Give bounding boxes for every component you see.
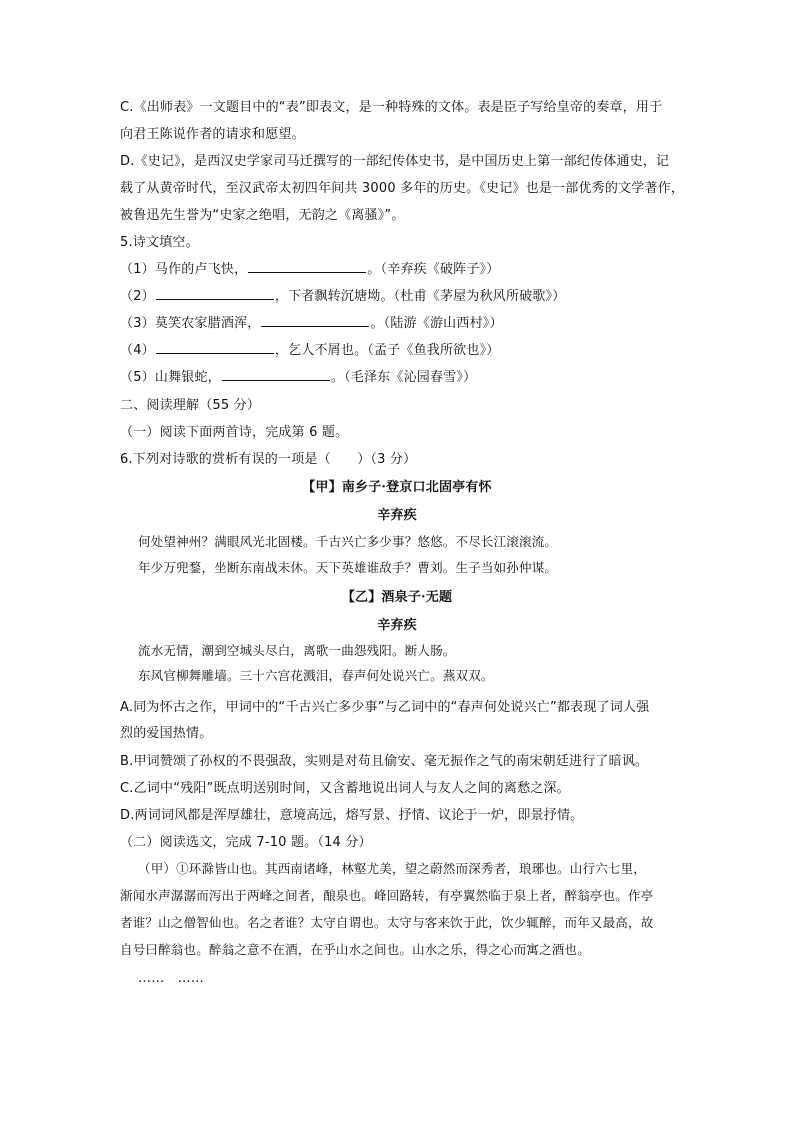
q6-option-a: A.同为怀古之作，甲词中的“千古兴亡多少事”与乙词中的“春声何处说兴亡”都表现了词人强 bbox=[120, 700, 650, 715]
fill-blank-item-2 bbox=[120, 285, 565, 304]
option-d-text: D.《史记》，是西汉史学家司马迁撰写的一部纪传体史书，是中国历史上第一部纪传体通史，记 bbox=[120, 154, 670, 169]
classical-text-line-4: 自号曰醉翁也。醉翁之意不在酒，在乎山水之间也。山水之乐，得之心而寓之酒也。 bbox=[120, 942, 590, 957]
part-2-heading: （二）阅读选文，完成 7-10 题。（14 分） bbox=[120, 835, 372, 850]
fill-blank-after: ，下者飘转沉塘坳。（杜甫《茅屋为秋风所破歌》） bbox=[274, 289, 566, 304]
q6-option-b: B.甲词赞颂了孙权的不畏强敌，实则是对苟且偷安、毫无振作之气的南宋朝廷进行了暗讽。 bbox=[120, 754, 649, 769]
section-2-heading: 二、阅读理解（55 分） bbox=[120, 398, 261, 413]
classical-text-line-3: 者谁？山之僧智仙也。名之者谁？太守自谓也。太守与客来饮于此，饮少辄醉，而年又最高，故 bbox=[120, 915, 654, 930]
answer-blank[interactable] bbox=[261, 312, 369, 327]
poem-a-author: 辛弃疾 bbox=[377, 508, 417, 523]
question-6-stem: 6.下列对诗歌的赏析有误的一项是（ ）（3 分） bbox=[120, 452, 417, 467]
part-1-heading: （一）阅读下面两首诗，完成第 6 题。 bbox=[120, 425, 349, 440]
fill-blank-after: 。（毛泽东《沁园春雪》） bbox=[330, 370, 477, 385]
answer-blank[interactable] bbox=[156, 285, 274, 300]
q6-option-c: C.乙词中“残阳”既点明送别时间，又含蓄地说出词人与友人之间的离愁之深。 bbox=[120, 781, 570, 796]
poem-b-line-1: 流水无情，潮到空城头尽白，离歌一曲怨残阳。断人肠。 bbox=[138, 643, 456, 658]
fill-blank-before: （3）莫笑农家腊酒浑， bbox=[120, 316, 261, 331]
option-d-continuation-2: 被鲁迅先生誉为“史家之绝唱，无韵之《离骚》”。 bbox=[120, 208, 405, 223]
poem-b-title: 【乙】酒泉子·无题 bbox=[341, 590, 453, 605]
answer-blank[interactable] bbox=[222, 366, 330, 381]
fill-blank-after: 。（陆游《游山西村》） bbox=[370, 316, 503, 331]
fill-blank-item-5 bbox=[120, 366, 476, 385]
fill-blank-before: （2） bbox=[120, 289, 155, 304]
poem-b-line-2: 东风官柳舞雕墙。三十六宫花溅泪，春声何处说兴亡。燕双双。 bbox=[138, 668, 494, 683]
q6-option-a-continuation: 烈的爱国热情。 bbox=[120, 726, 213, 741]
fill-blank-item-1 bbox=[120, 258, 499, 277]
poem-b-author: 辛弃疾 bbox=[377, 618, 417, 633]
classical-text-line-1: （甲）①环滁皆山也。其西南诸峰，林壑尤美，望之蔚然而深秀者，琅琊也。山行六七里， bbox=[138, 861, 647, 876]
question-5-title: 5.诗文填空。 bbox=[120, 235, 199, 250]
fill-blank-after: ，乞人不屑也。（孟子《鱼我所欲也》） bbox=[274, 343, 500, 358]
classical-text-line-2: 渐闻水声潺潺而泻出于两峰之间者，酿泉也。峰回路转，有亭翼然临于泉上者，醉翁亭也。作亭 bbox=[120, 888, 654, 903]
poem-a-line-1: 何处望神州？满眼风光北固楼。千古兴亡多少事？悠悠。不尽长江滚滚流。 bbox=[138, 534, 558, 549]
q6-option-d: D.两词词风都是浑厚雄壮，意境高远，熔写景、抒情、议论于一炉，即景抒情。 bbox=[120, 808, 584, 823]
fill-blank-before: （5）山舞银蛇， bbox=[120, 370, 221, 385]
fill-blank-before: （4） bbox=[120, 343, 155, 358]
omission-ellipsis: …… …… bbox=[138, 971, 204, 986]
fill-blank-item-4 bbox=[120, 339, 499, 358]
answer-blank[interactable] bbox=[156, 339, 274, 354]
option-c-continuation: 向君王陈说作者的请求和愿望。 bbox=[120, 127, 305, 142]
poem-a-line-2: 年少万兜鍪，坐断东南战未休。天下英雄谁敌手？曹刘。生子当如孙仲谋。 bbox=[138, 560, 558, 575]
poem-a-title: 【甲】南乡子·登京口北固亭有怀 bbox=[302, 480, 492, 495]
fill-blank-before: （1）马作的卢飞快， bbox=[120, 262, 248, 277]
option-c-text: C.《出师表》一文题目中的“表”即表文，是一种特殊的文体。表是臣子写给皇帝的奏章，用于 bbox=[120, 100, 663, 115]
fill-blank-after: 。（辛弃疾《破阵子》） bbox=[367, 262, 500, 277]
answer-blank[interactable] bbox=[248, 258, 366, 273]
fill-blank-item-3 bbox=[120, 312, 503, 331]
option-d-continuation-1: 载了从黄帝时代，至汉武帝太初四年间共 3000 多年的历史。《史记》也是一部优秀的文学著作， bbox=[120, 181, 685, 196]
